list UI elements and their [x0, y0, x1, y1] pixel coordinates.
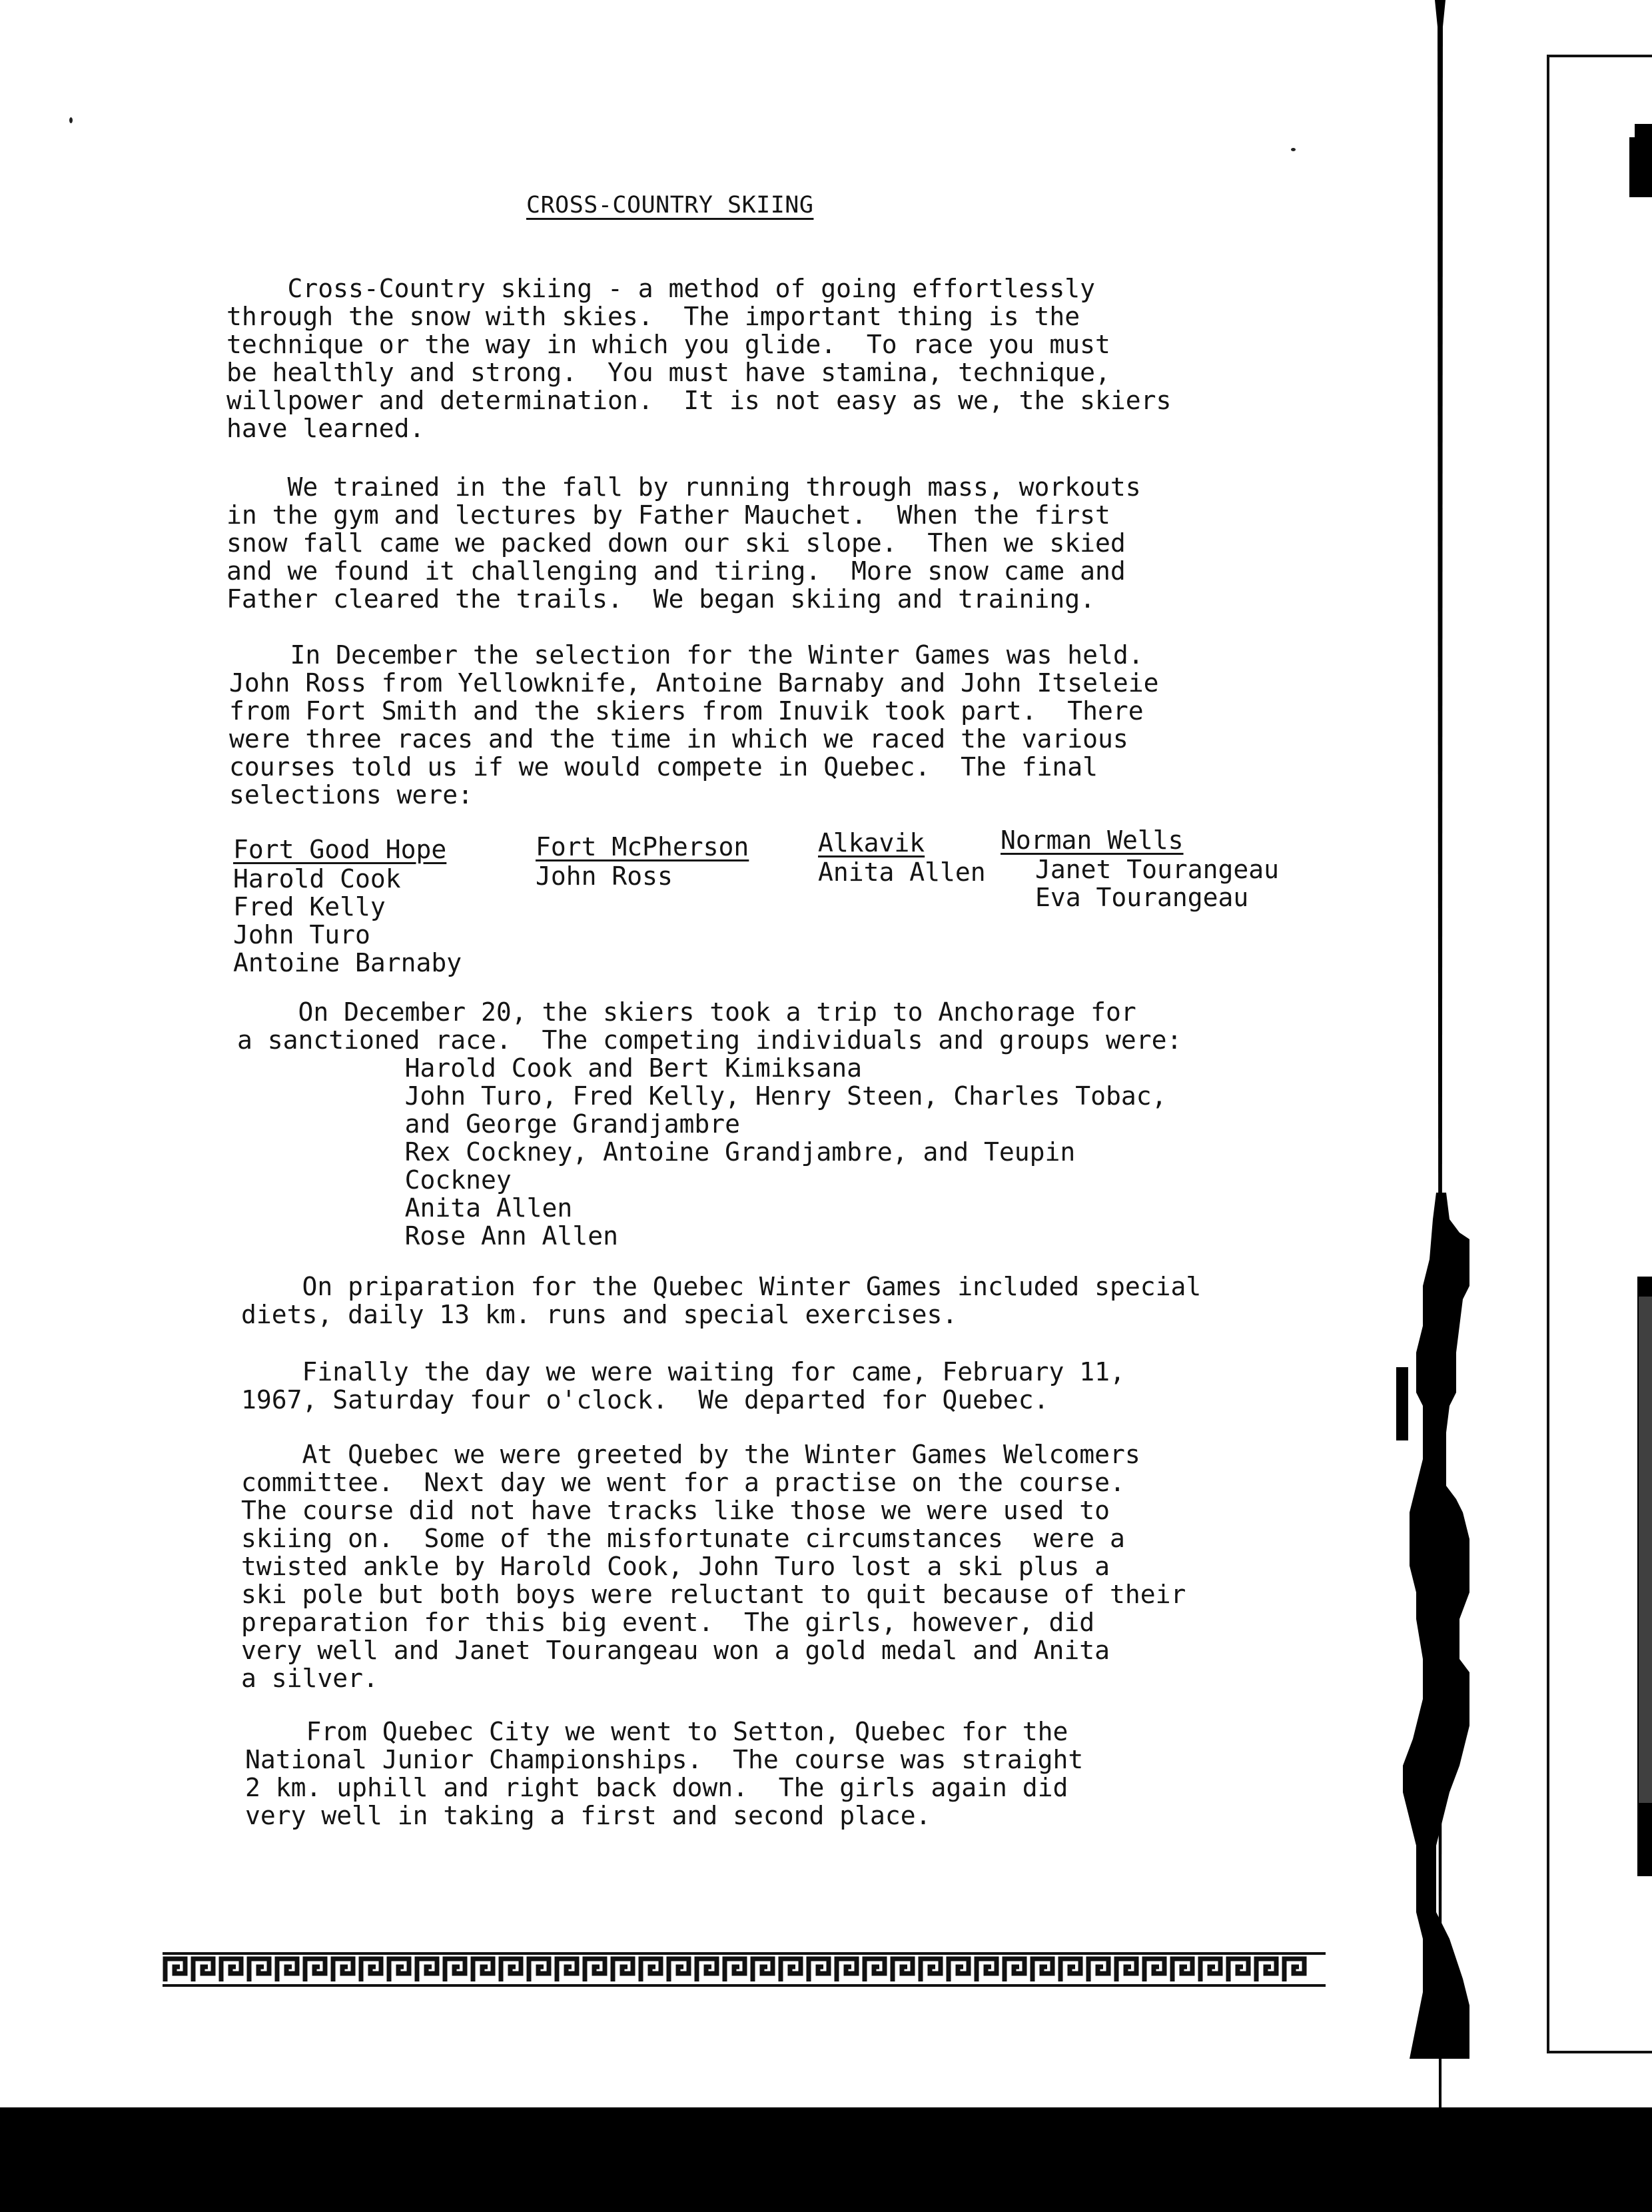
paragraph-anchorage: On December 20, the skiers took a trip to Anchorage for a sanctioned race. The competing individuals and groups were: Harold Cook and Bert Kimiksana John Turo, Fred Kelly, Henry Steen, Charles Tobac, and George Grandjambre Rex Cockney, Antoine Grandjambre, and Teupin Cockney Anita Allen Rose Ann Allen	[237, 997, 1182, 1251]
paragraph-intro: Cross-Country skiing - a method of going effortlessly through the snow with skies. The important thing is the technique or the way in which you glide. To race you must be healthly and strong. You must have stamina, technique, willpower and determination. It is not easy as we, the skiers have learned.	[226, 274, 1172, 443]
paragraph-quebec: At Quebec we were greeted by the Winter Games Welcomers committee. Next day we went for a practise on the course. The course did not have tracks like those we were used to skiing on. Some of the misfortunate circumstances were a twisted ankle by Harold Cook, John Turo lost a ski plus a ski pole but both boys were reluctant to quit because of their preparation for this big event. The girls, however, did very well and Janet Tourangeau won a gold medal and Anita a silver.	[241, 1440, 1186, 1693]
selection-place-fort-good-hope: Fort Good Hope	[233, 835, 447, 864]
page-title: CROSS-COUNTRY SKIING	[526, 192, 814, 219]
paragraph-training: We trained in the fall by running through mass, workouts in the gym and lectures by Father Mauchet. When the first snow fall came we packed down our ski slope. Then we skied and we found it challenging and tiring. More snow came and Father cleared the trails. We began skiing and training.	[226, 472, 1141, 614]
greek-key-unit	[641, 1959, 661, 1981]
selection-place-norman-wells: Norman Wells	[1001, 826, 1184, 855]
adjacent-page-edge	[1547, 55, 1652, 2053]
scan-speck	[1291, 148, 1296, 151]
greek-key-unit	[865, 1959, 885, 1981]
selection-place-alkavik: Alkavik	[818, 828, 925, 857]
greek-key-unit	[921, 1959, 941, 1981]
greek-key-unit	[277, 1959, 297, 1981]
paragraph-departure: Finally the day we were waiting for came, February 11, 1967, Saturday four o'clock. We departed for Quebec.	[241, 1357, 1125, 1414]
greek-key-unit	[1256, 1959, 1276, 1981]
paragraph-selection: In December the selection for the Winter Games was held. John Ross from Yellowknife, Antoine Barnaby and John Itseleie from Fort Smith and the skiers from Inuvik took part. There were three races and the time in which we raced the various courses told us if we would compete in Quebec. The final selections were:	[229, 640, 1159, 810]
greek-key-unit	[781, 1959, 801, 1981]
selection-names-fort-good-hope: Harold Cook Fred Kelly John Turo Antoine Barnaby	[233, 864, 462, 977]
greek-key-unit	[361, 1959, 381, 1981]
greek-key-unit	[1228, 1959, 1248, 1981]
greek-key-unit	[809, 1959, 829, 1981]
greek-key-unit	[837, 1959, 857, 1981]
greek-key-unit	[165, 1959, 185, 1981]
greek-key-unit	[473, 1959, 493, 1981]
greek-key-unit	[1144, 1959, 1164, 1981]
greek-key-unit	[1088, 1959, 1108, 1981]
paragraph-setton: From Quebec City we went to Setton, Quebec for the National Junior Championships. The course was straight 2 km. uphill and right back down. The girls again did very well in taking a first and second place.	[245, 1717, 1084, 1830]
adjacent-page-marks	[1549, 57, 1652, 2051]
greek-key-unit	[1172, 1959, 1192, 1981]
selection-names-fort-mcpherson: John Ross	[536, 861, 673, 891]
greek-key-unit	[389, 1959, 409, 1981]
greek-key-unit	[501, 1959, 521, 1981]
greek-key-unit	[613, 1959, 633, 1981]
scan-speck	[69, 117, 73, 123]
greek-key-unit	[221, 1959, 241, 1981]
greek-key-unit	[585, 1959, 605, 1981]
greek-key-unit	[949, 1959, 969, 1981]
greek-key-unit	[753, 1959, 773, 1981]
greek-key-unit	[445, 1959, 465, 1981]
selection-names-norman-wells: Janet Tourangeau Eva Tourangeau	[1035, 855, 1280, 912]
greek-key-unit	[529, 1959, 549, 1981]
greek-key-unit	[725, 1959, 745, 1981]
greek-key-unit	[1060, 1959, 1080, 1981]
greek-key-unit	[1116, 1959, 1136, 1981]
greek-key-unit	[249, 1959, 269, 1981]
greek-key-unit	[697, 1959, 717, 1981]
greek-key-unit	[305, 1959, 325, 1981]
selection-place-fort-mcpherson: Fort McPherson	[536, 832, 749, 861]
selection-names-alkavik: Anita Allen	[818, 857, 986, 887]
adjacent-page-bleed-graphic	[1396, 1193, 1543, 2059]
greek-key-unit	[977, 1959, 997, 1981]
scan-bottom-band	[0, 2107, 1652, 2212]
greek-key-unit	[1032, 1959, 1052, 1981]
greek-key-unit	[333, 1959, 353, 1981]
greek-key-unit	[1284, 1959, 1304, 1981]
greek-key-unit	[193, 1959, 213, 1981]
paragraph-preparation: On priparation for the Quebec Winter Games included special diets, daily 13 km. runs and special exercises.	[241, 1272, 1202, 1329]
greek-key-unit	[893, 1959, 913, 1981]
greek-key-unit	[1200, 1959, 1220, 1981]
greek-key-unit	[1005, 1959, 1025, 1981]
greek-key-unit	[417, 1959, 437, 1981]
greek-key-border	[163, 1951, 1326, 1988]
greek-key-unit	[557, 1959, 577, 1981]
greek-key-unit	[669, 1959, 689, 1981]
